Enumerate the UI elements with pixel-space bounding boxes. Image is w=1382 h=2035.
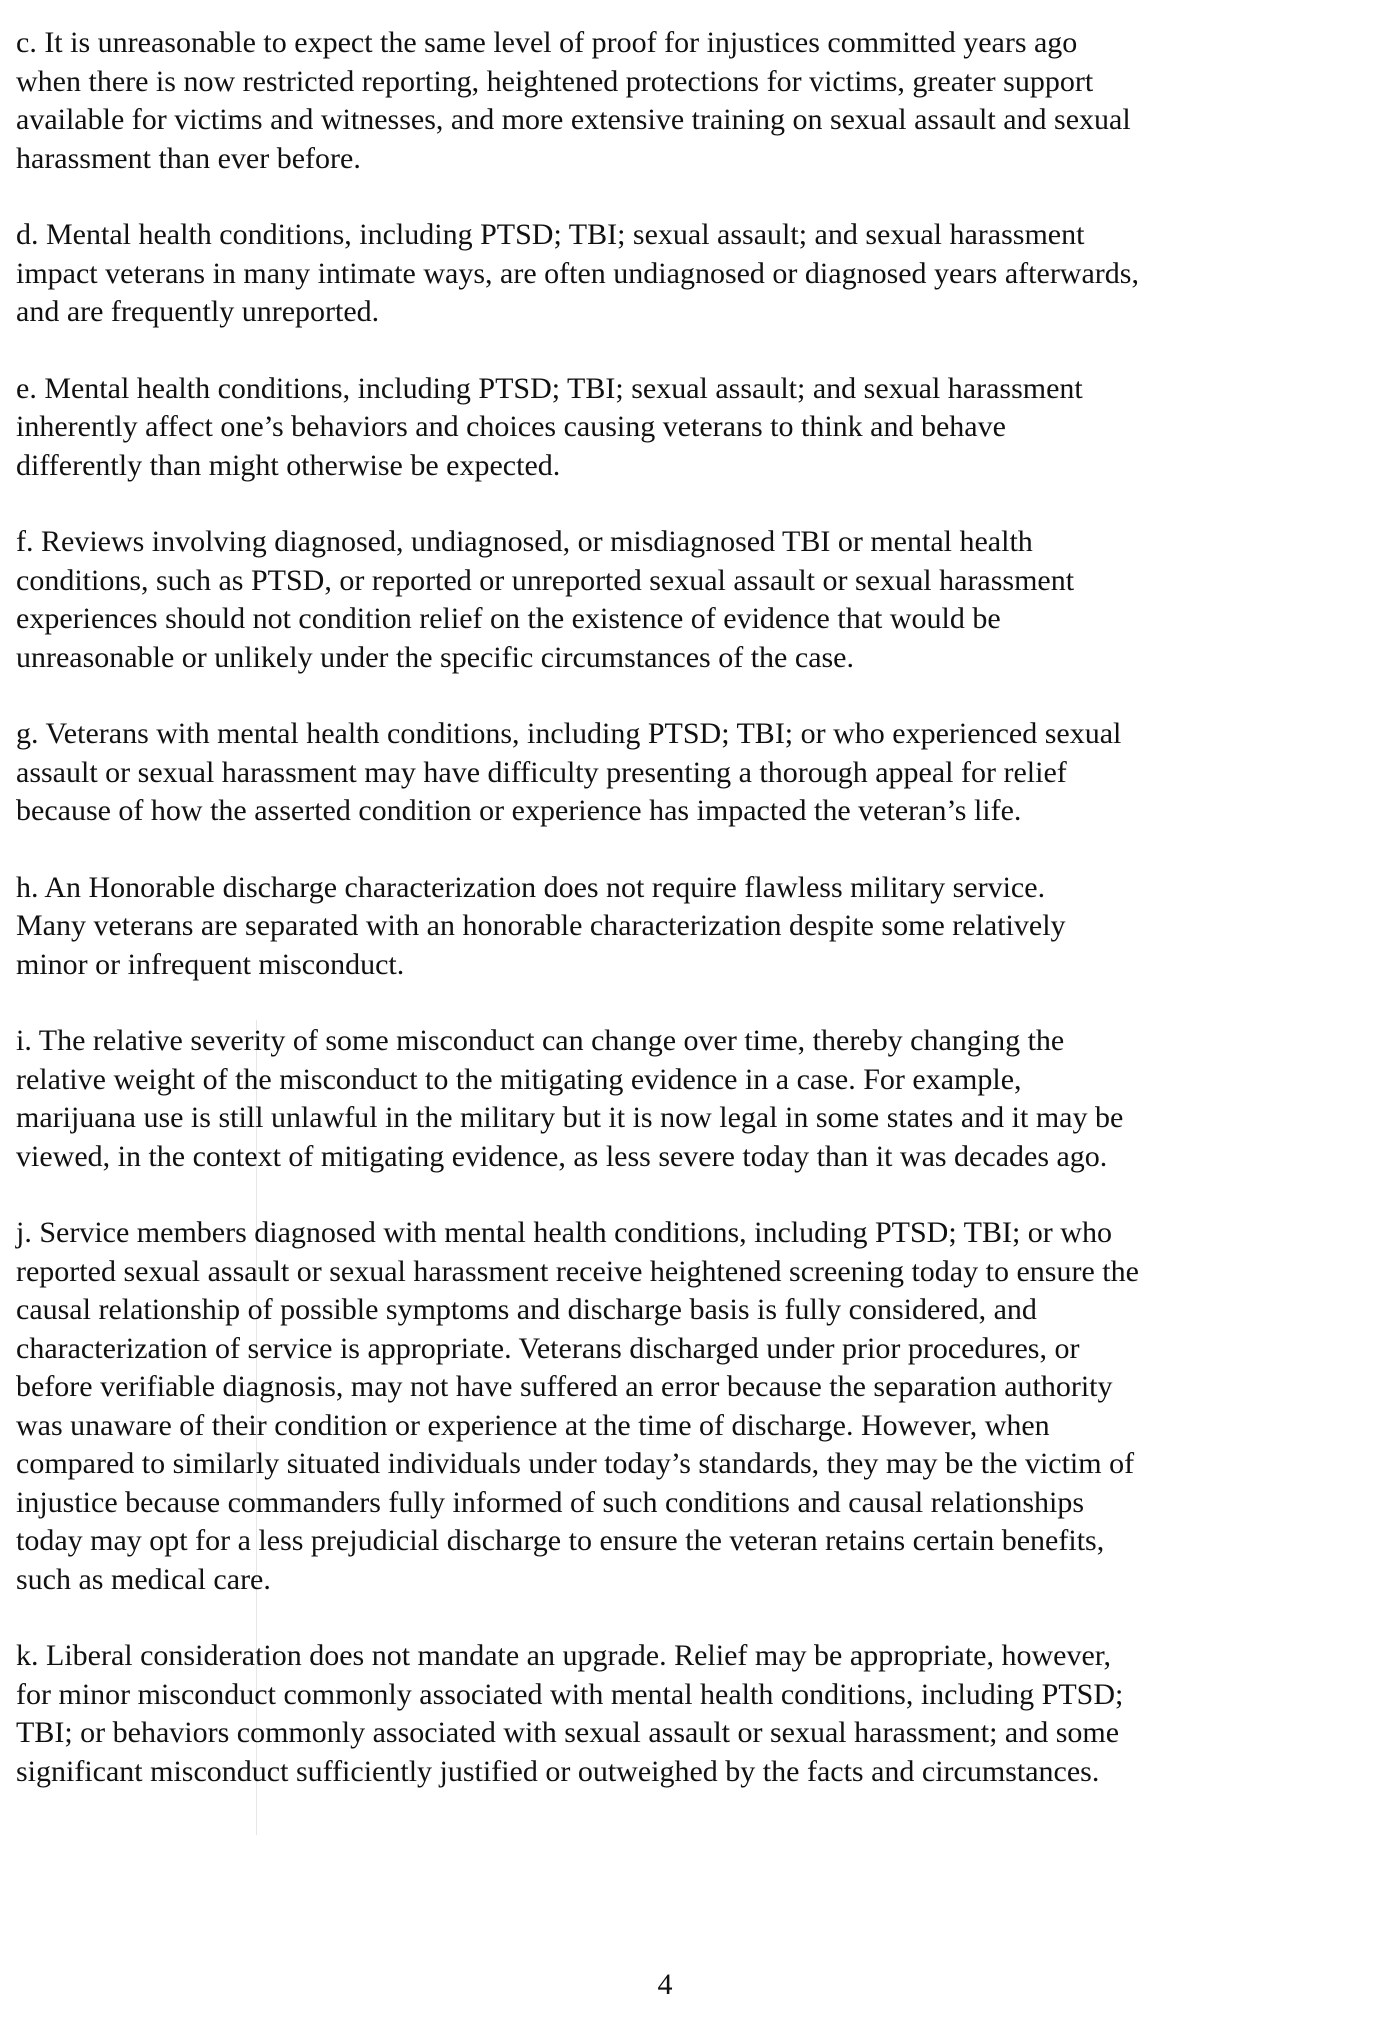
paragraph-c	[16, 24, 1361, 178]
text-line: characterization of service is appropriate. Veterans discharged under prior procedures, or	[16, 1331, 1080, 1365]
text-line: j. Service members diagnosed with mental health conditions, including PTSD; TBI; or who	[16, 1216, 1112, 1249]
text-line: d. Mental health conditions, including PTSD; TBI; sexual assault; and sexual harassment	[16, 218, 1085, 251]
text-line: harassment than ever before.	[16, 141, 361, 175]
text-line: reported sexual assault or sexual harassment receive heightened screening today to ensure the	[16, 1254, 1139, 1288]
paragraph-e	[16, 370, 1361, 486]
text-line: differently than might otherwise be expected.	[16, 448, 561, 482]
text-line: today may opt for a less prejudicial discharge to ensure the veteran retains certain benefits,	[16, 1524, 1105, 1557]
document-body	[16, 24, 1361, 1829]
text-line: experiences should not condition relief on the existence of evidence that would be	[16, 602, 1001, 635]
text-line: k. Liberal consideration does not mandate an upgrade. Relief may be appropriate, however,	[16, 1639, 1112, 1672]
text-line: before verifiable diagnosis, may not have suffered an error because the separation authority	[16, 1370, 1113, 1403]
paragraph-d	[16, 216, 1361, 332]
text-line: causal relationship of possible symptoms and discharge basis is fully considered, and	[16, 1293, 1037, 1326]
text-line: injustice because commanders fully informed of such conditions and causal relationships	[16, 1485, 1085, 1519]
text-line: viewed, in the context of mitigating evidence, as less severe today than it was decades ago.	[16, 1139, 1108, 1173]
text-line: and are frequently unreported.	[16, 295, 380, 328]
text-line: h. An Honorable discharge characterization does not require flawless military service.	[16, 870, 1046, 904]
text-line: TBI; or behaviors commonly associated with sexual assault or sexual harassment; and some	[16, 1716, 1120, 1749]
text-line: available for victims and witnesses, and more extensive training on sexual assault and sexual	[16, 103, 1131, 136]
text-line: assault or sexual harassment may have difficulty presenting a thorough appeal for relief	[16, 755, 1067, 789]
text-line: for minor misconduct commonly associated with mental health conditions, including PTSD;	[16, 1677, 1124, 1711]
text-line: minor or infrequent misconduct.	[16, 947, 405, 981]
paragraph-f	[16, 523, 1361, 677]
text-line: f. Reviews involving diagnosed, undiagnosed, or misdiagnosed TBI or mental health	[16, 525, 1033, 558]
text-line: significant misconduct sufficiently justified or outweighed by the facts and circumstances.	[16, 1754, 1100, 1788]
text-line: conditions, such as PTSD, or reported or unreported sexual assault or sexual harassment	[16, 563, 1075, 597]
paragraph-k	[16, 1637, 1361, 1791]
text-line: because of how the asserted condition or experience has impacted the veteran’s life.	[16, 794, 1022, 827]
text-line: c. It is unreasonable to expect the same level of proof for injustices committed years ago	[16, 26, 1078, 59]
text-line: inherently affect one’s behaviors and choices causing veterans to think and behave	[16, 410, 1006, 443]
text-line: marijuana use is still unlawful in the military but it is now legal in some states and it may be	[16, 1101, 1124, 1134]
paragraph-g	[16, 715, 1361, 831]
text-line: g. Veterans with mental health conditions, including PTSD; TBI; or who experienced sexual	[16, 717, 1122, 750]
text-line: Many veterans are separated with an honorable characterization despite some relatively	[16, 909, 1066, 942]
text-line: unreasonable or unlikely under the specific circumstances of the case.	[16, 640, 854, 674]
paragraph-j	[16, 1214, 1361, 1599]
text-line: compared to similarly situated individuals under today’s standards, they may be the victim of	[16, 1447, 1135, 1480]
paragraph-i	[16, 1022, 1361, 1176]
text-line: was unaware of their condition or experience at the time of discharge. However, when	[16, 1408, 1050, 1442]
text-line: relative weight of the misconduct to the mitigating evidence in a case. For example,	[16, 1062, 1022, 1096]
text-line: i. The relative severity of some misconduct can change over time, thereby changing the	[16, 1024, 1065, 1057]
text-line: e. Mental health conditions, including PTSD; TBI; sexual assault; and sexual harassment	[16, 371, 1083, 405]
page-number: 4	[657, 1968, 673, 2001]
text-line: when there is now restricted reporting, heightened protections for victims, greater support	[16, 64, 1094, 98]
text-line: such as medical care.	[16, 1562, 271, 1596]
text-line: impact veterans in many intimate ways, are often undiagnosed or diagnosed years afterwards,	[16, 256, 1139, 290]
paragraph-h	[16, 869, 1361, 985]
